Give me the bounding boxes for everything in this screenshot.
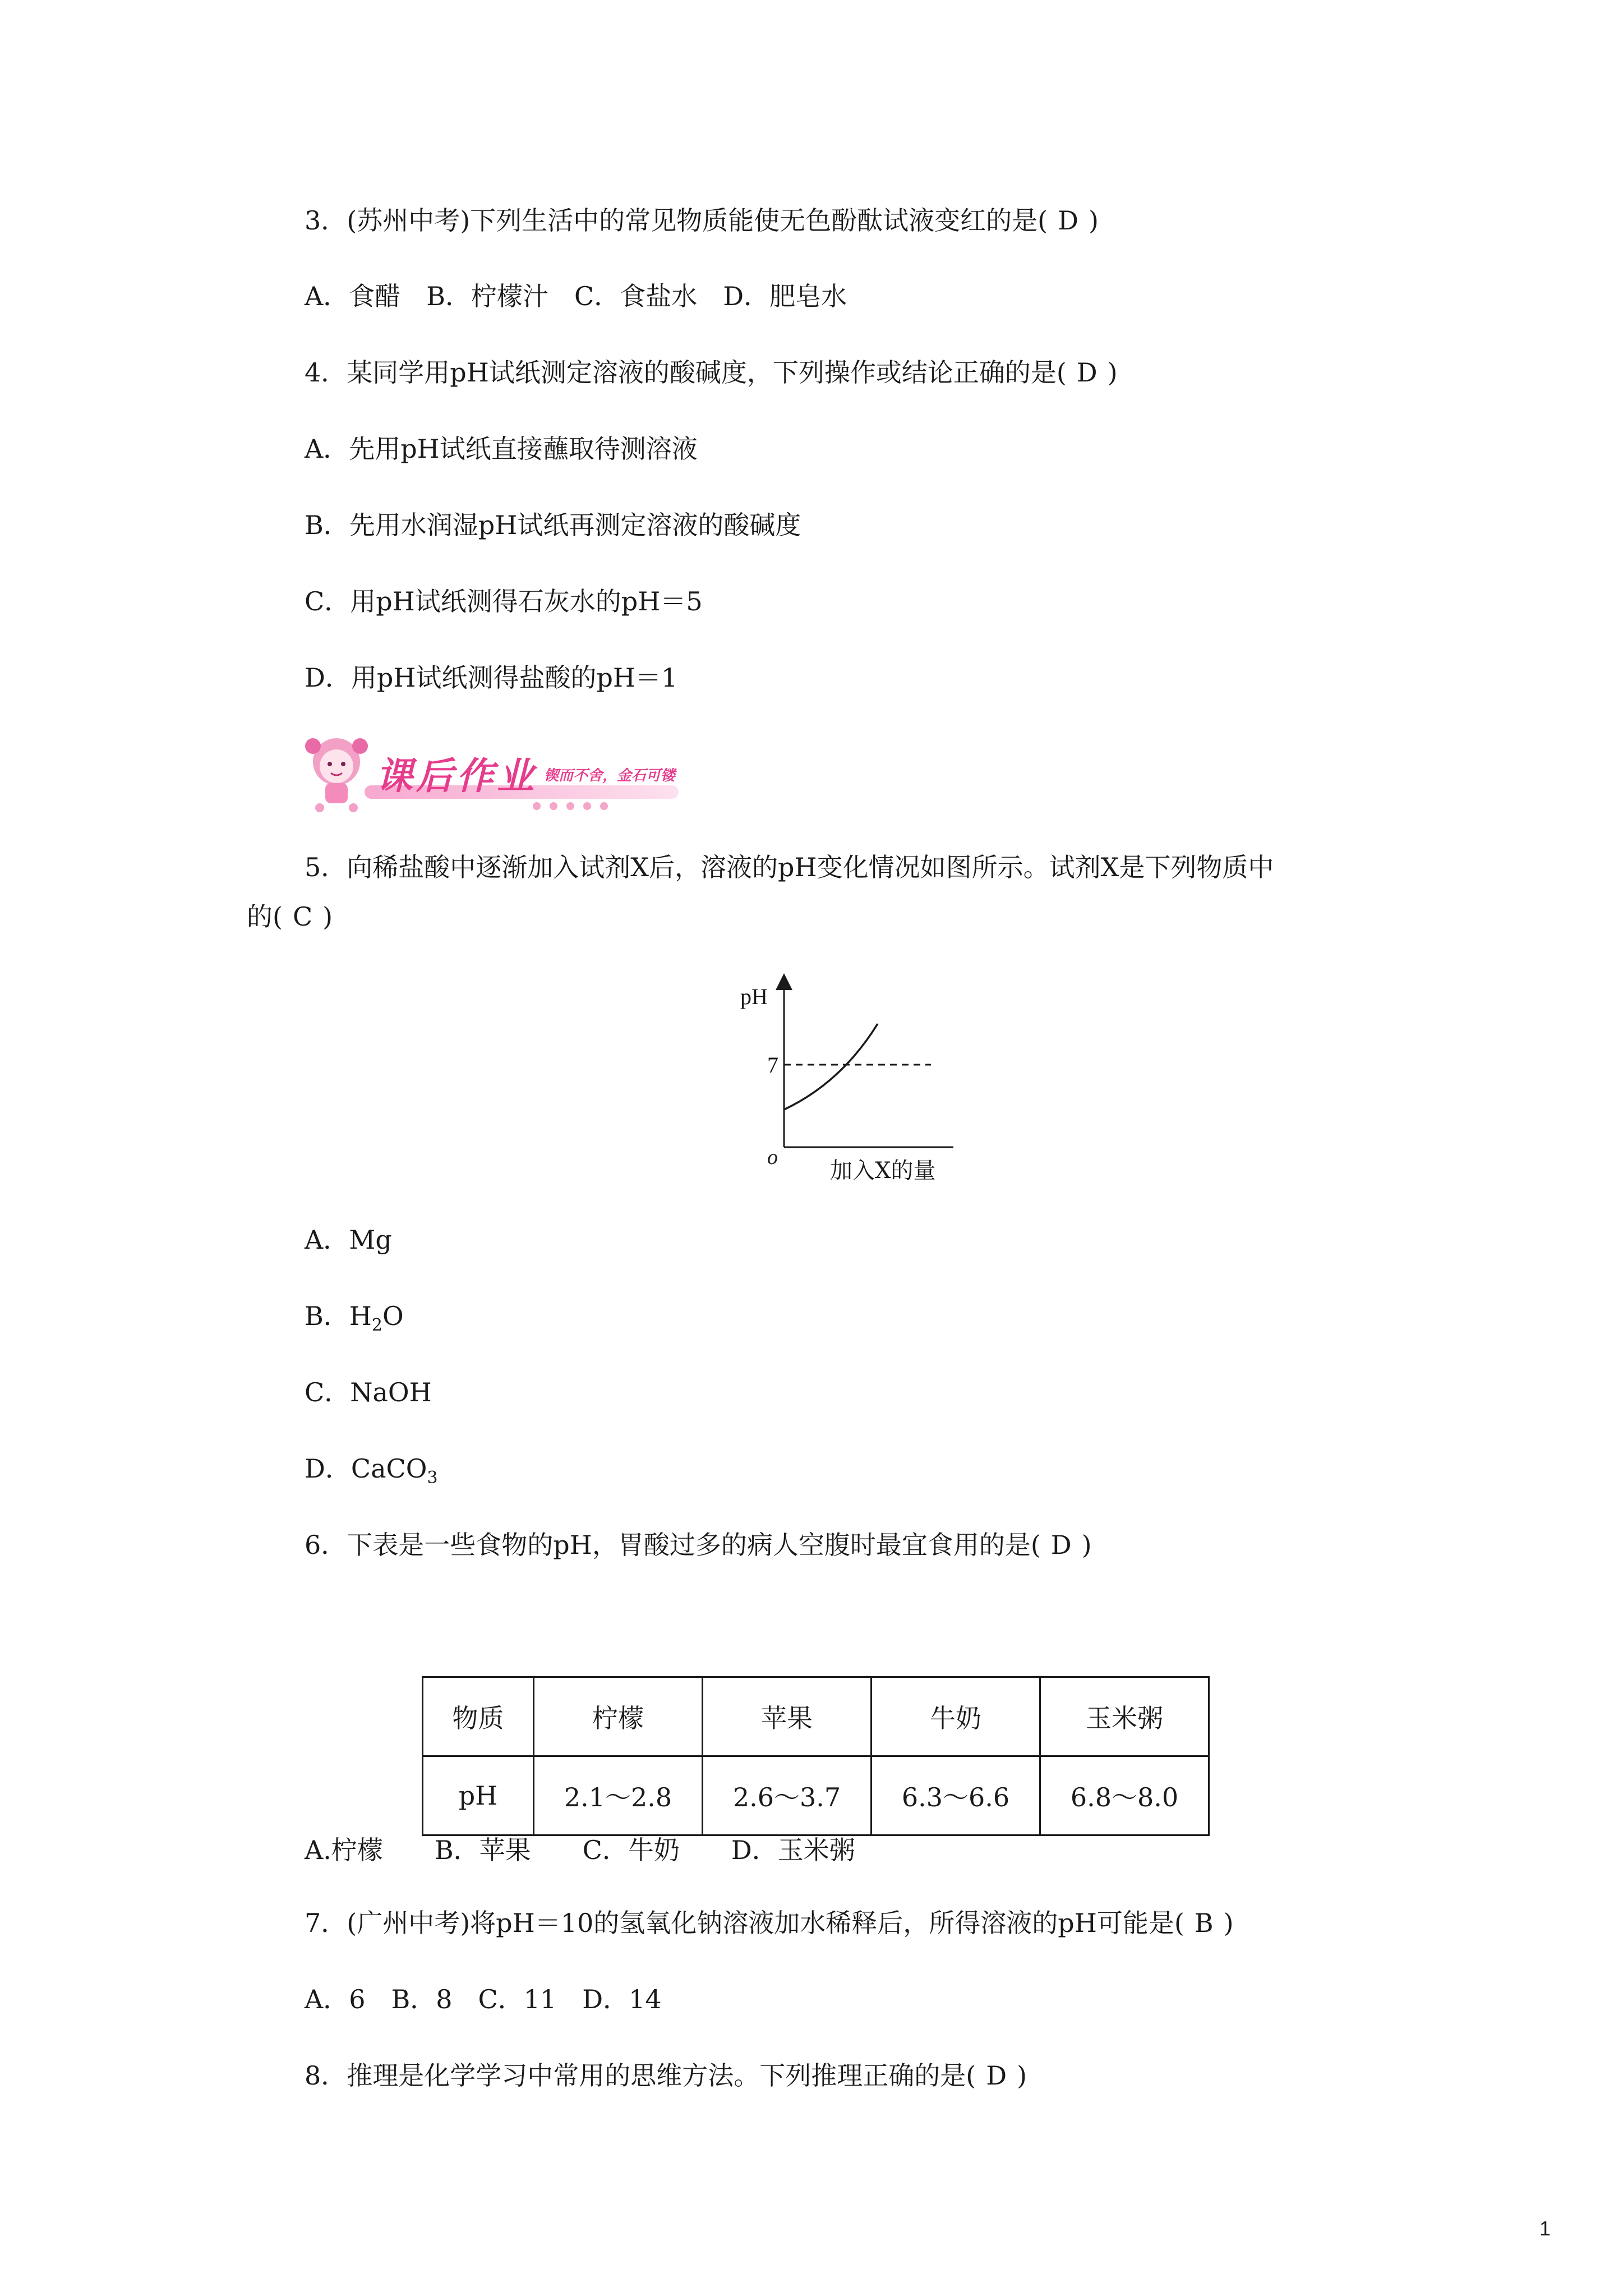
banner-subtitle: 锲而不舍，金石可镂 [544, 767, 676, 784]
q8-answer: D [986, 2060, 1007, 2091]
ph-graph [729, 970, 965, 1184]
origin-label: o [767, 1145, 778, 1169]
q4-option-b: B．先用水润湿pH试纸再测定溶液的酸碱度 [305, 510, 801, 540]
q4-option-c: C．用pH试纸测得石灰水的pH＝5 [305, 586, 703, 616]
page-number: 1 [1539, 2217, 1551, 2240]
table-cell: 玉米粥 [1040, 1677, 1209, 1756]
table-cell: 柠檬 [534, 1677, 703, 1756]
q5-answer: C [292, 901, 313, 932]
q3-answer: D [1058, 205, 1078, 236]
q3-close: ) [1089, 205, 1099, 236]
banner-dot [566, 802, 574, 810]
q3-stem-text: 3．(苏州中考)下列生活中的常见物质能使无色酚酞试液变红的是( [305, 205, 1048, 236]
q6-stem [305, 1529, 1092, 1561]
y-axis-label: pH [740, 984, 768, 1009]
q3-stem [305, 205, 1099, 236]
q3-options: A．食醋 B．柠檬汁 C．食盐水 D．肥皂水 [305, 281, 847, 311]
q5-option-b-prefix: B．H [305, 1301, 372, 1331]
q8-stem-text: 8．推理是化学学习中常用的思维方法。下列推理正确的是( [305, 2060, 976, 2091]
q5-stem-line2 [247, 901, 333, 932]
q5-option-d [305, 1453, 438, 1488]
q4-option-a: A．先用pH试纸直接蘸取待测溶液 [305, 434, 698, 464]
q4-close: ) [1107, 357, 1118, 388]
cartoon-girl-icon [297, 729, 376, 813]
x-axis-label: 加入X的量 [830, 1158, 936, 1184]
q8-close: ) [1017, 2060, 1027, 2091]
q6-options: A.柠檬 B．苹果 C．牛奶 D．玉米粥 [305, 1835, 855, 1865]
q6-stem-text: 6．下表是一些食物的pH，胃酸过多的病人空腹时最宜食用的是( [305, 1530, 1041, 1560]
q4-option-d: D．用pH试纸测得盐酸的pH＝1 [305, 662, 678, 693]
table-cell: 6.8～8.0 [1040, 1756, 1209, 1835]
q5-option-b-sub: 2 [371, 1315, 383, 1336]
q5-option-d-prefix: D．CaCO [305, 1453, 427, 1484]
table-cell: 物质 [423, 1677, 534, 1756]
q5-close: ) [322, 901, 333, 932]
q4-stem [305, 357, 1118, 388]
table-cell: 2.1～2.8 [534, 1756, 703, 1835]
banner-dot [600, 802, 608, 810]
q5-option-c: C．NaOH [305, 1377, 432, 1407]
banner-dot [550, 802, 557, 810]
table-cell: pH [423, 1756, 534, 1835]
banner-title: 课后作业 [376, 754, 537, 798]
q7-stem [305, 1907, 1234, 1939]
q5-stem-line1: 5．向稀盐酸中逐渐加入试剂X后，溶液的pH变化情况如图所示。试剂X是下列物质中 [305, 852, 1274, 882]
q4-answer: D [1076, 357, 1098, 388]
banner-dot [533, 802, 541, 810]
table-cell: 牛奶 [872, 1677, 1040, 1756]
q7-answer: B [1194, 1908, 1214, 1938]
q6-answer: D [1050, 1530, 1072, 1560]
q7-close: ) [1223, 1908, 1234, 1938]
q5-option-d-sub: 3 [427, 1468, 438, 1488]
ph-table [422, 1676, 1210, 1836]
q8-stem [305, 2060, 1027, 2091]
ph-curve [784, 1024, 878, 1110]
table-cell: 6.3～6.6 [872, 1756, 1040, 1835]
table-row [423, 1756, 1209, 1835]
q5-option-b [305, 1300, 404, 1336]
banner-dot [583, 802, 591, 810]
q5-stem-text: 的( [247, 901, 283, 932]
q6-close: ) [1081, 1530, 1092, 1560]
q4-stem-text: 4．某同学用pH试纸测定溶液的酸碱度，下列操作或结论正确的是( [305, 357, 1067, 388]
homework-banner [297, 729, 684, 813]
q7-stem-text: 7．(广州中考)将pH＝10的氢氧化钠溶液加水稀释后，所得溶液的pH可能是( [305, 1908, 1184, 1938]
q5-option-a: A．Mg [305, 1225, 392, 1255]
table-header-row [423, 1677, 1209, 1756]
q5-option-b-suffix: O [382, 1301, 404, 1331]
ph7-label: 7 [767, 1052, 778, 1078]
table-cell: 2.6～3.7 [703, 1756, 872, 1835]
q7-options: A．6 B．8 C．11 D．14 [305, 1984, 662, 2014]
table-cell: 苹果 [703, 1677, 872, 1756]
